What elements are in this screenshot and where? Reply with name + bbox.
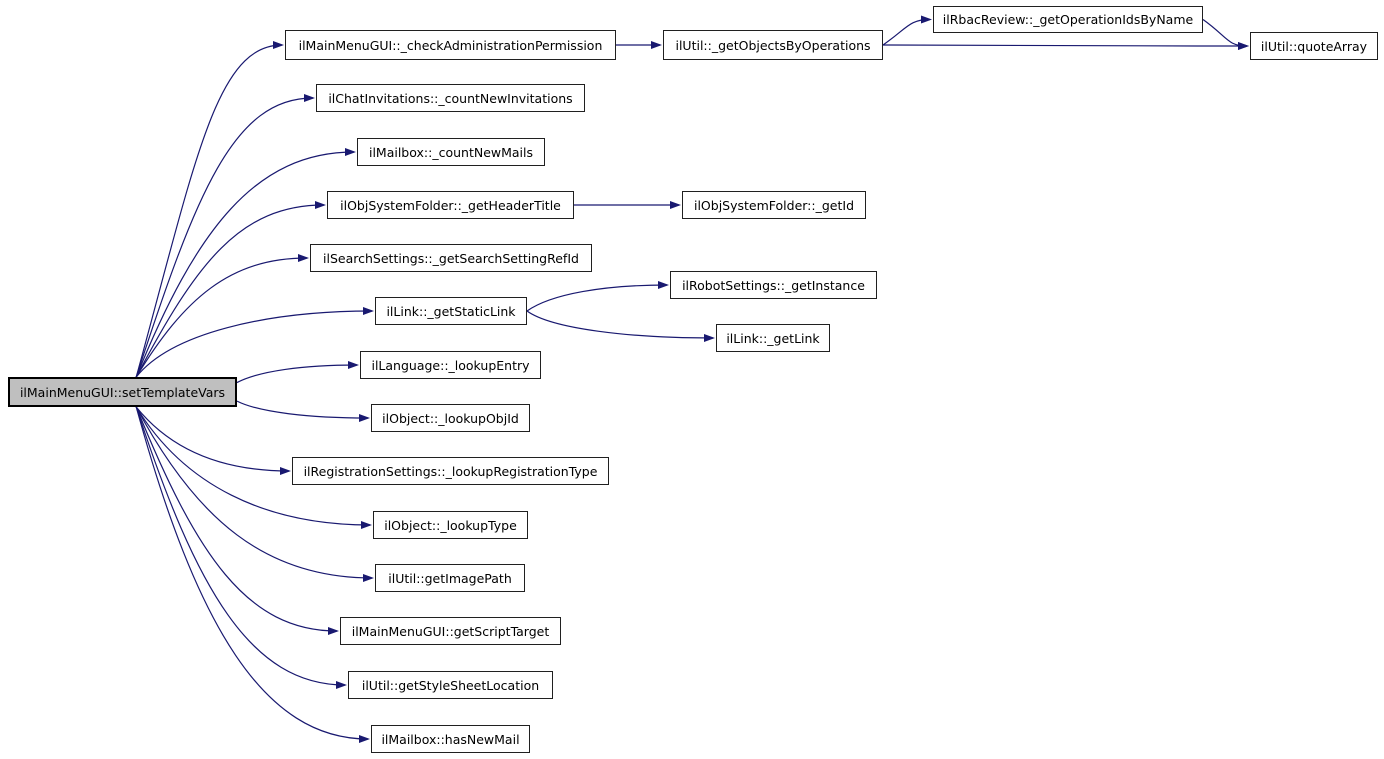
node-check_admin[interactable]: ilMainMenuGUI::_checkAdministrationPermission bbox=[285, 30, 616, 60]
node-lookup_registration_type[interactable]: ilRegistrationSettings::_lookupRegistrationType bbox=[292, 457, 609, 485]
edge-get_objects_by_operations-to-get_operation_ids_by_name bbox=[883, 20, 930, 46]
edges-group bbox=[136, 20, 1247, 740]
node-get_script_target[interactable]: ilMainMenuGUI::getScriptTarget bbox=[340, 617, 561, 645]
node-get_instance[interactable]: ilRobotSettings::_getInstance bbox=[670, 271, 877, 299]
node-lookup_obj_id[interactable]: ilObject::_lookupObjId bbox=[371, 404, 530, 432]
edge-get_operation_ids_by_name-to-quote_array bbox=[1203, 20, 1247, 47]
node-count_new_invitations[interactable]: ilChatInvitations::_countNewInvitations bbox=[316, 84, 585, 112]
edge-main-to-lookup_obj_id bbox=[237, 401, 368, 418]
node-lookup_entry[interactable]: ilLanguage::_lookupEntry bbox=[360, 351, 541, 379]
edge-main-to-lookup_entry bbox=[237, 365, 357, 383]
node-get_image_path[interactable]: ilUtil::getImagePath bbox=[375, 564, 525, 592]
node-get_id[interactable]: ilObjSystemFolder::_getId bbox=[682, 191, 866, 219]
edge-get_objects_by_operations-to-quote_array bbox=[883, 45, 1247, 46]
edge-main-to-count_new_invitations bbox=[136, 98, 313, 377]
node-lookup_type[interactable]: ilObject::_lookupType bbox=[373, 511, 528, 539]
node-quote_array[interactable]: ilUtil::quoteArray bbox=[1250, 32, 1378, 60]
edge-main-to-get_static_link bbox=[136, 311, 372, 377]
node-get_header_title[interactable]: ilObjSystemFolder::_getHeaderTitle bbox=[327, 191, 574, 219]
node-get_link[interactable]: ilLink::_getLink bbox=[716, 324, 830, 352]
edge-main-to-get_image_path bbox=[136, 407, 372, 578]
edge-main-to-get_script_target bbox=[136, 407, 337, 631]
node-has_new_mail[interactable]: ilMailbox::hasNewMail bbox=[371, 725, 530, 753]
edge-get_static_link-to-get_instance bbox=[527, 285, 667, 311]
node-main[interactable]: ilMainMenuGUI::setTemplateVars bbox=[8, 377, 237, 407]
node-get_operation_ids_by_name[interactable]: ilRbacReview::_getOperationIdsByName bbox=[933, 6, 1203, 33]
edge-main-to-get_header_title bbox=[136, 205, 324, 377]
edge-get_static_link-to-get_link bbox=[527, 311, 713, 338]
node-get_style_sheet_location[interactable]: ilUtil::getStyleSheetLocation bbox=[348, 671, 553, 699]
node-get_static_link[interactable]: ilLink::_getStaticLink bbox=[375, 297, 527, 325]
node-get_objects_by_operations[interactable]: ilUtil::_getObjectsByOperations bbox=[663, 30, 883, 60]
node-count_new_mails[interactable]: ilMailbox::_countNewMails bbox=[357, 138, 545, 166]
node-get_search_setting_ref_id[interactable]: ilSearchSettings::_getSearchSettingRefId bbox=[310, 244, 592, 272]
